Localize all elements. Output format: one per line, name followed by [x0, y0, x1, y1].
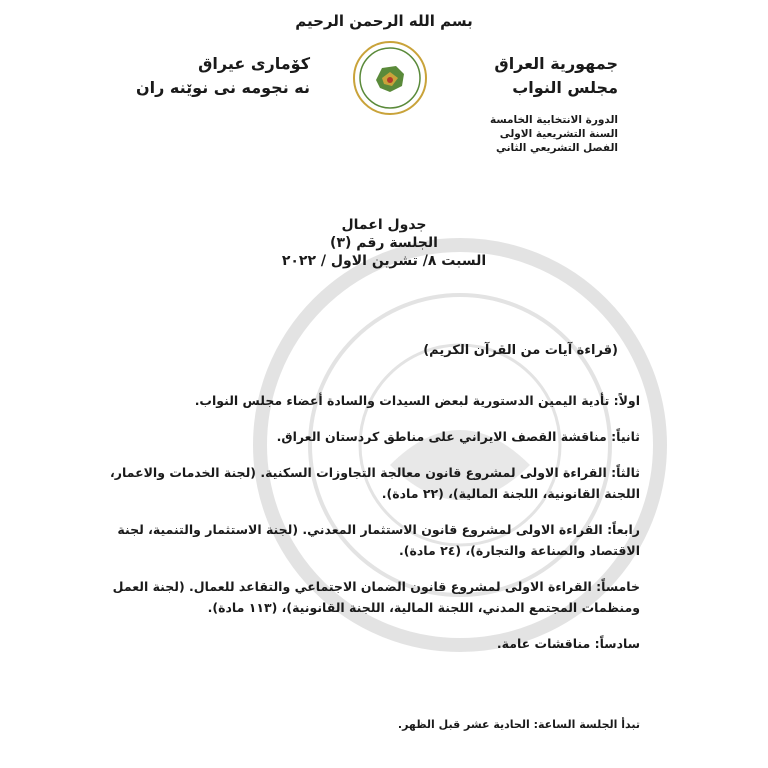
- agenda-title: جدول اعمال: [341, 217, 427, 233]
- legislative-term: الفصل التشريعي الثاني: [495, 142, 618, 154]
- electoral-term: الدورة الانتخابية الخامسة: [489, 114, 618, 126]
- agenda-item: خامساً: القراءة الاولى لمشروع قانون الضمان الاجتماعي والتقاعد للعمال. (لجنة العمل ومنظمات المجتمع المدني، اللجنة المالية، اللجنة القانونية)، (١١٣ مادة).: [112, 579, 640, 615]
- country-name-arabic: جمهورية العراق: [494, 54, 618, 73]
- basmala: بسم الله الرحمن الرحيم: [295, 12, 473, 30]
- agenda-item: سادساً: مناقشات عامة.: [496, 636, 640, 651]
- session-start-time: تبدأ الجلسة الساعة: الحادية عشر قبل الظهر.: [397, 718, 640, 731]
- session-number: الجلسة رقم (٣): [330, 235, 438, 251]
- header-right: [428, 52, 618, 100]
- session-date: السبت ٨/ تشرين الاول / ٢٠٢٢: [281, 253, 487, 269]
- agenda-items: [110, 390, 640, 669]
- quran-recitation: (قراءة آيات من القرآن الكريم): [423, 343, 618, 358]
- council-name-kurdish: نه نجومه نى نوێنه ران: [136, 78, 310, 97]
- council-logo: [352, 40, 428, 116]
- session-info: [398, 113, 618, 155]
- country-name-kurdish: كۆمارى عيراق: [198, 54, 310, 73]
- header-left: [120, 52, 310, 100]
- council-name-arabic: مجلس النواب: [512, 78, 618, 97]
- agenda-item: ثانياً: مناقشة القصف الايراني على مناطق كردستان العراق.: [276, 429, 640, 444]
- legislative-year: السنة التشريعية الاولى: [499, 128, 618, 140]
- agenda-heading: [0, 216, 768, 270]
- agenda-item: اولاً: تأدية اليمين الدستورية لبعض السيدات والسادة أعضاء مجلس النواب.: [194, 393, 640, 408]
- agenda-item: رابعاً: القراءة الاولى لمشروع قانون الاستثمار المعدني. (لجنة الاستثمار والتنمية، لجنة الاقتصاد والصناعة والتجارة)، (٢٤ مادة).: [117, 522, 640, 558]
- agenda-item: ثالثاً: القراءة الاولى لمشروع قانون معالجة التجاوزات السكنية. (لجنة الخدمات والاعمار، اللجنة القانونية، اللجنة المالية)، (٢٢ مادة).: [110, 465, 640, 501]
